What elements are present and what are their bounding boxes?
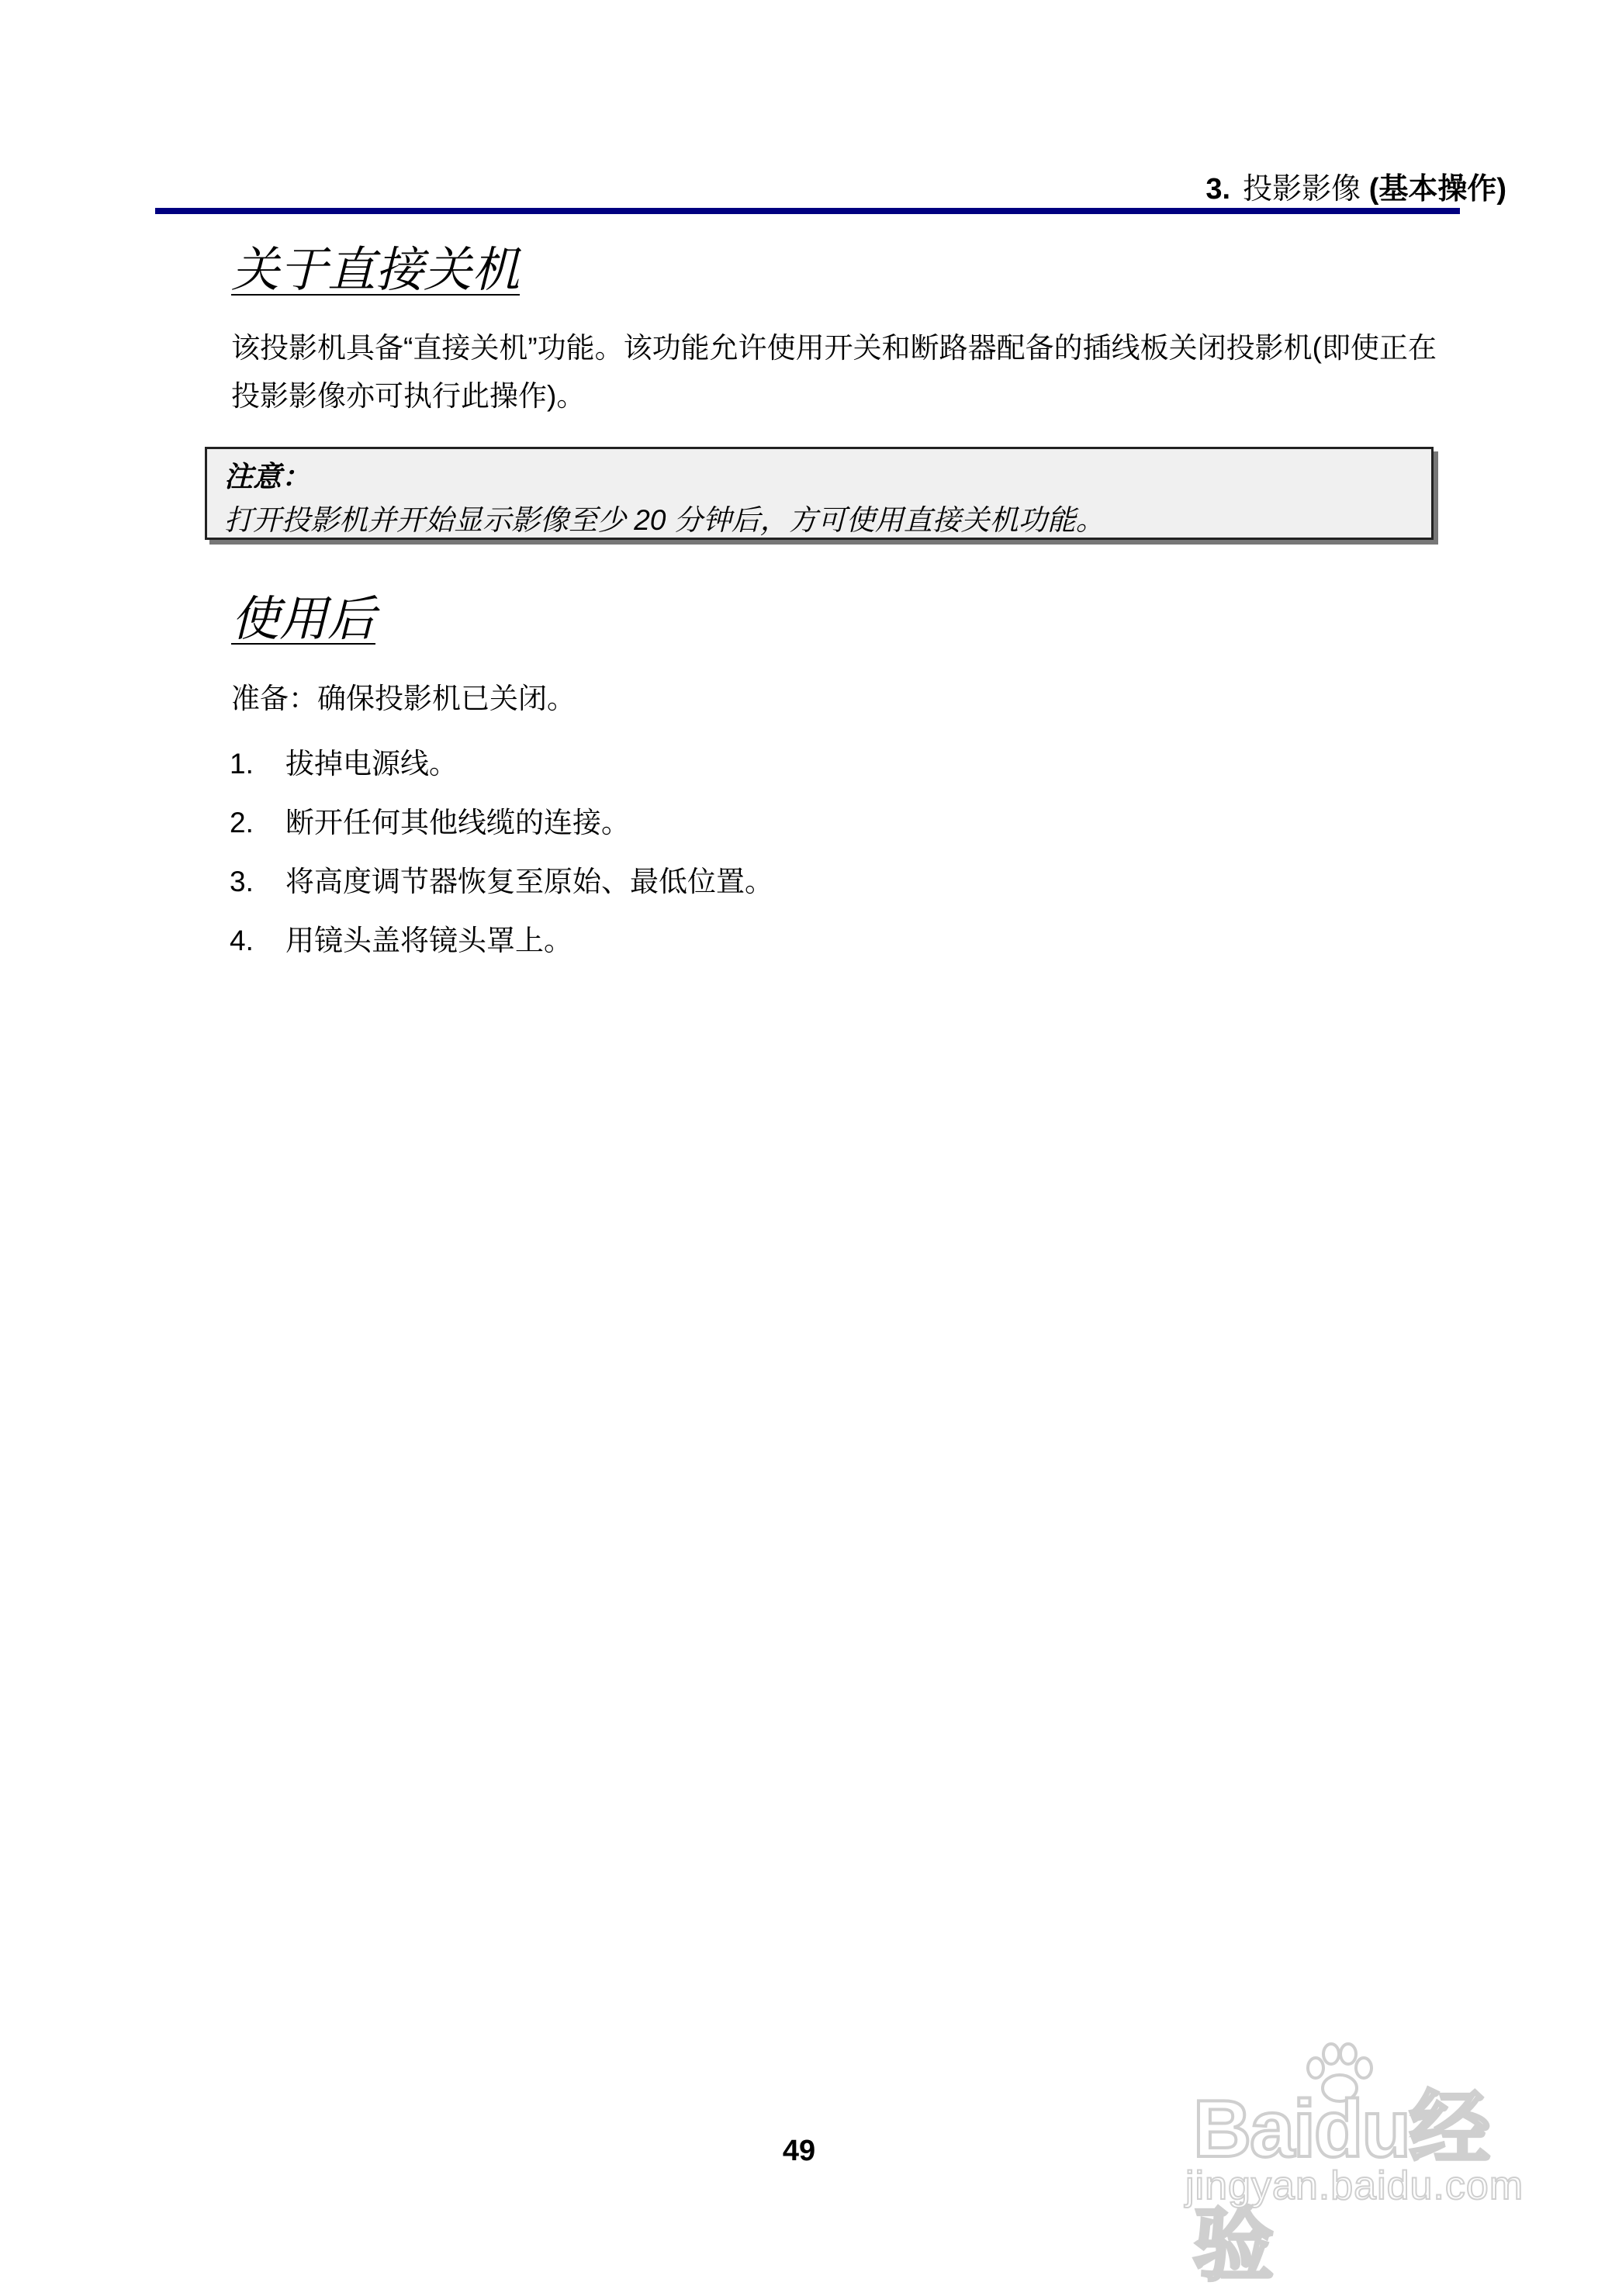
header-rule — [155, 208, 1460, 214]
running-header — [1205, 164, 1506, 207]
section-title-direct-power-off: 关于直接关机 — [231, 241, 521, 298]
note-text: 打开投影机并开始显示影像至少 20 分钟后，方可使用直接关机功能。 — [224, 504, 1105, 536]
note-box — [205, 447, 1434, 540]
step-text: 断开任何其他线缆的连接。 — [285, 807, 630, 839]
list-item — [230, 858, 773, 917]
baidu-watermark — [1162, 2048, 1550, 2291]
note-title: 注意： — [224, 461, 310, 493]
chapter-number: 3. — [1205, 173, 1231, 206]
step-number: 4. — [230, 925, 254, 956]
step-number: 1. — [230, 748, 254, 780]
list-item — [230, 917, 773, 976]
steps-list — [230, 740, 773, 976]
step-text: 拔掉电源线。 — [285, 748, 458, 780]
section-title-after-use: 使用后 — [231, 590, 376, 647]
watermark-url: jingyan.baidu.com — [1185, 2163, 1524, 2208]
step-text: 将高度调节器恢复至原始、最低位置。 — [285, 866, 773, 897]
preparation-text: 准备：确保投影机已关闭。 — [231, 683, 576, 714]
list-item — [230, 799, 773, 858]
step-number: 2. — [230, 807, 254, 839]
step-number: 3. — [230, 866, 254, 897]
list-item — [230, 740, 773, 799]
page-number: 49 — [782, 2135, 816, 2167]
chapter-title: 投影影像 — [1243, 173, 1361, 206]
step-text: 用镜头盖将镜头罩上。 — [285, 925, 572, 956]
watermark-logo: Baidu经验 — [1193, 2084, 1489, 2291]
chapter-subtitle: (基本操作) — [1368, 173, 1506, 206]
section-paragraph: 该投影机具备“直接关机”功能。该功能允许使用开关和断路器配备的插线板关闭投影机(即使正在投影影像亦可执行此操作)。 — [231, 332, 1437, 412]
